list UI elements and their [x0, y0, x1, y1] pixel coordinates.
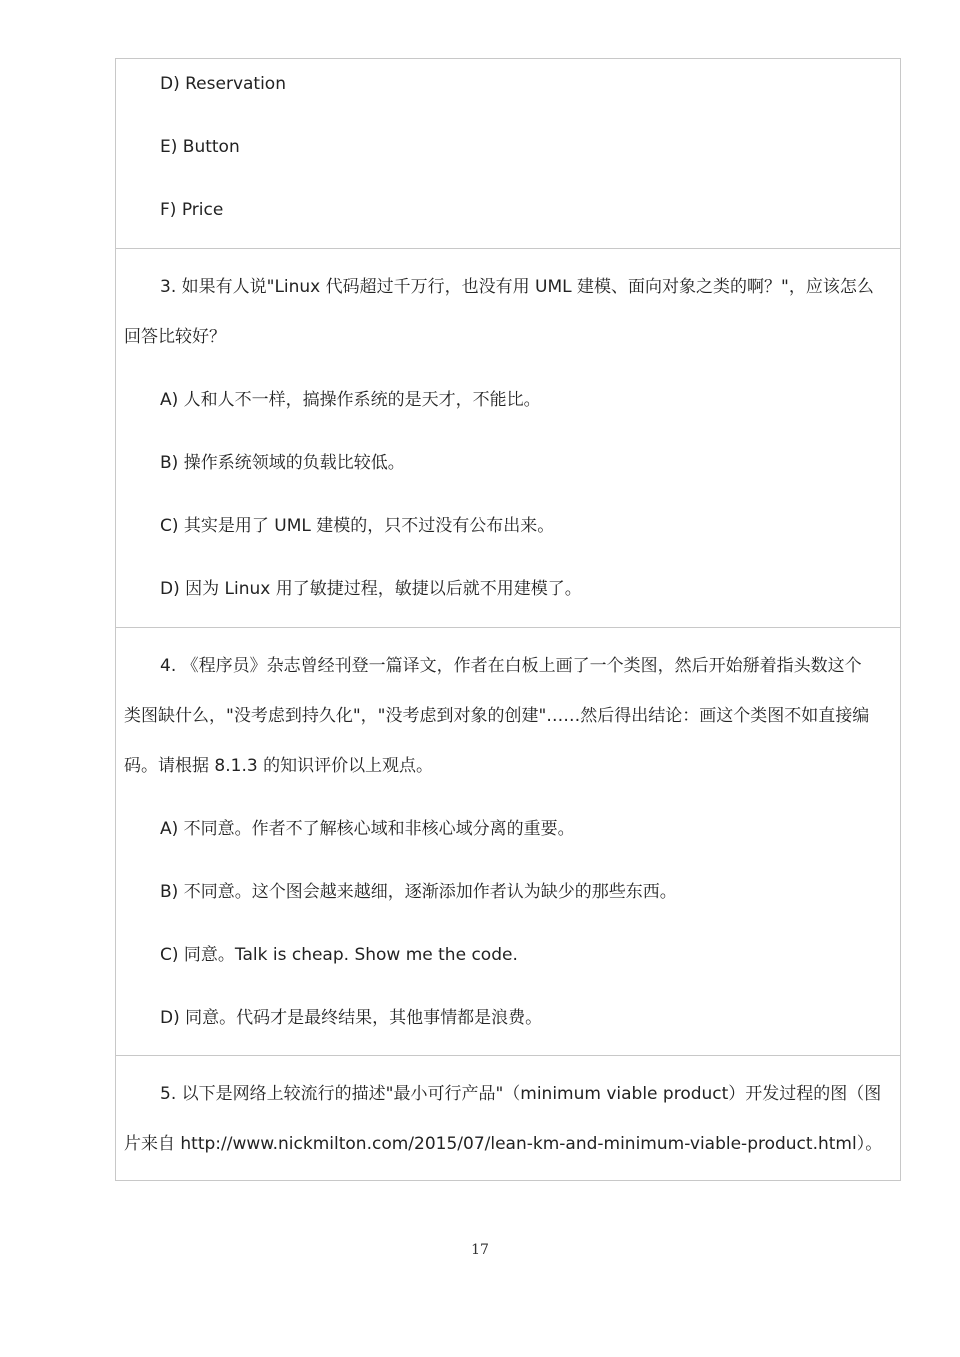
question-5-line-1: 5. 以下是网络上较流行的描述"最小可行产品"（minimum viable product）开发过程的图（图: [160, 1084, 882, 1104]
option-e: E) Button: [160, 137, 240, 157]
question-3-line-2: 回答比较好？: [124, 327, 226, 347]
question-4-option-b: B) 不同意。这个图会越来越细，逐渐添加作者认为缺少的那些东西。: [160, 882, 677, 902]
question-4-option-a: A) 不同意。作者不了解核心域和非核心域分离的重要。: [160, 819, 575, 839]
page-number: 17: [471, 1242, 489, 1258]
question-4-option-c: C) 同意。Talk is cheap. Show me the code.: [160, 945, 518, 965]
option-d: D) Reservation: [160, 74, 286, 94]
question-3-line-1: 3. 如果有人说"Linux 代码超过千万行，也没有用 UML 建模、面向对象之类的啊？"，应该怎么: [160, 277, 874, 297]
question-3-option-a: A) 人和人不一样，搞操作系统的是天才，不能比。: [160, 390, 541, 410]
options-cell-previous: [116, 59, 900, 249]
question-4-line-2: 类图缺什么，"没考虑到持久化"，"没考虑到对象的创建"……然后得出结论：画这个类图不如直接编: [124, 706, 870, 726]
question-table: [115, 58, 901, 1181]
question-5-cell: [116, 1056, 900, 1180]
question-4-line-3: 码。请根据 8.1.3 的知识评价以上观点。: [124, 756, 434, 776]
option-f: F) Price: [160, 200, 224, 220]
question-5-line-2: 片来自 http://www.nickmilton.com/2015/07/lean-km-and-minimum-viable-product.html）。: [124, 1134, 883, 1154]
question-4-cell: [116, 628, 900, 1056]
question-4-line-1: 4. 《程序员》杂志曾经刊登一篇译文，作者在白板上画了一个类图，然后开始掰着指头数这个: [160, 656, 862, 676]
question-3-option-d: D) 因为 Linux 用了敏捷过程，敏捷以后就不用建模了。: [160, 579, 582, 599]
question-3-option-c: C) 其实是用了 UML 建模的，只不过没有公布出来。: [160, 516, 555, 536]
question-4-option-d: D) 同意。代码才是最终结果，其他事情都是浪费。: [160, 1008, 543, 1028]
question-3-option-b: B) 操作系统领域的负载比较低。: [160, 453, 405, 473]
question-3-cell: [116, 249, 900, 628]
